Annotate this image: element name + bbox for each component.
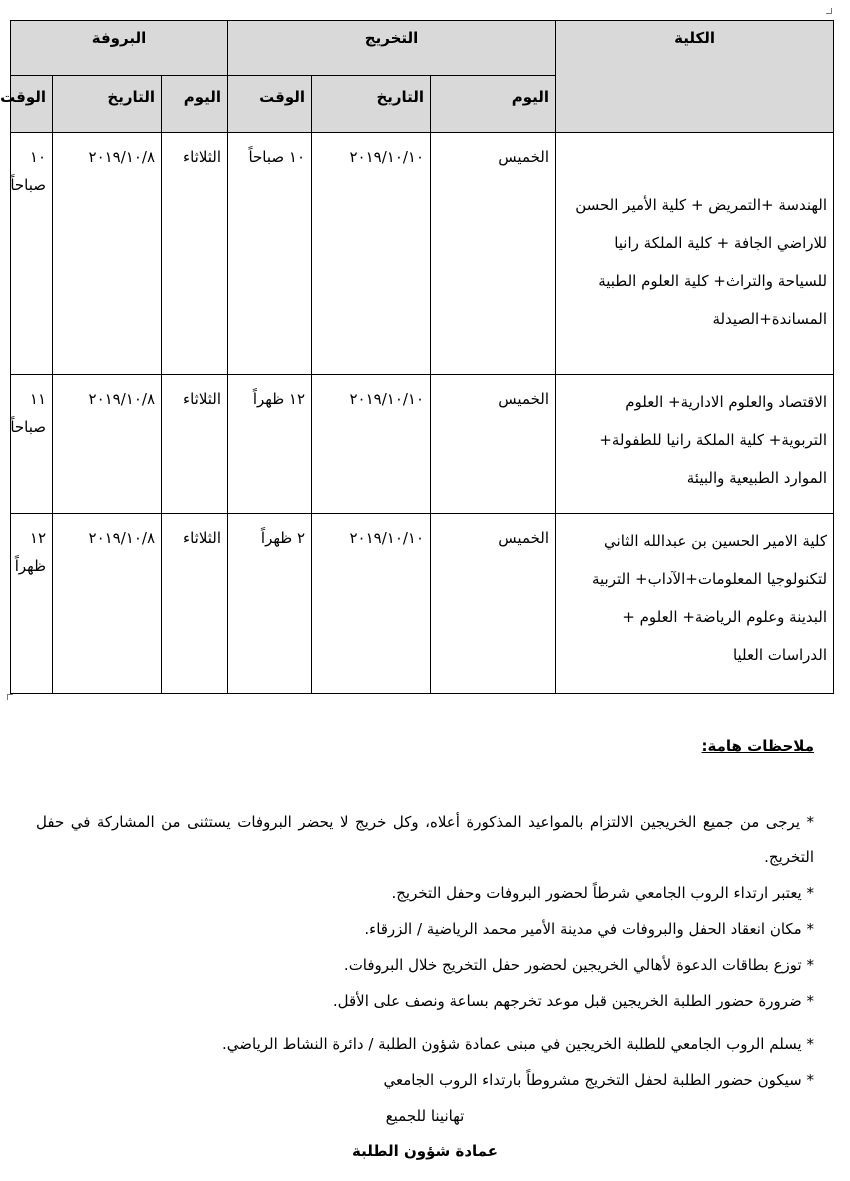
schedule-table [0, 20, 834, 694]
closing-greeting: تهانينا للجميع [385, 1107, 465, 1125]
note-item: * توزع بطاقات الدعوة لأهالي الخريجين لحضور حفل التخريج خلال البروفات. [343, 956, 814, 974]
reh-date-cell: ٢٠١٩/١٠/٨ [53, 133, 162, 375]
grad-date-cell: ٢٠١٩/١٠/١٠ [312, 375, 431, 514]
grad-time-cell: ١٢ ظهراً [228, 375, 312, 514]
college-cell: الاقتصاد والعلوم الادارية+ العلوم التربوية+ كلية الملكة رانيا للطفولة+ الموارد الطبيعية والبيئة [556, 375, 834, 514]
table-row [11, 133, 834, 375]
college-cell: الهندسة +التمريض + كلية الأمير الحسن للاراضي الجافة + كلية الملكة رانيا للسياحة والتراث+ كلية العلوم الطبية المساندة+الصيدلة [556, 133, 834, 375]
note-item: * ضرورة حضور الطلبة الخريجين قبل موعد تخرجهم بساعة ونصف على الأقل. [332, 992, 814, 1010]
graduation-header: التخريج [228, 21, 556, 76]
grad-day-header: اليوم [431, 76, 556, 133]
reh-time-cell: ١١ صباحاً [11, 375, 53, 514]
grad-date-cell: ٢٠١٩/١٠/١٠ [312, 514, 431, 694]
reh-time-header: الوقت [11, 76, 53, 133]
reh-time-cell: ١٠ صباحاً [11, 133, 53, 375]
college-cell: كلية الامير الحسين بن عبدالله الثاني لتكنولوجيا المعلومات+الآداب+ التربية البدينة وعلوم الرياضة+ العلوم + الدراسات العليا [556, 514, 834, 694]
reh-date-cell: ٢٠١٩/١٠/٨ [53, 375, 162, 514]
grad-date-cell: ٢٠١٩/١٠/١٠ [312, 133, 431, 375]
reh-day-cell: الثلاثاء [162, 133, 228, 375]
grad-time-header: الوقت [228, 76, 312, 133]
note-item: * يرجى من جميع الخريجين الالتزام بالمواعيد المذكورة أعلاه، وكل خريج لا يحضر البروفات يستثنى من المشاركة في حفل التخريج. [36, 813, 814, 866]
reh-time-cell: ١٢ ظهراً [11, 514, 53, 694]
closing-signature: عمادة شؤون الطلبة [352, 1142, 498, 1160]
reh-day-cell: الثلاثاء [162, 375, 228, 514]
grad-day-cell: الخميس [431, 375, 556, 514]
table-row [11, 375, 834, 514]
note-item: * يسلم الروب الجامعي للطلبة الخريجين في مبنى عمادة شؤون الطلبة / دائرة النشاط الرياضي. [222, 1035, 814, 1053]
reh-day-header: اليوم [162, 76, 228, 133]
notes-title: ملاحظات هامة: [701, 737, 814, 755]
college-header: الكلية [556, 21, 834, 133]
grad-time-cell: ١٠ صباحاً [228, 133, 312, 375]
grad-day-cell: الخميس [431, 514, 556, 694]
note-item: * سيكون حضور الطلبة لحفل التخريج مشروطاً بارتداء الروب الجامعي [383, 1071, 814, 1089]
grad-date-header: التاريخ [312, 76, 431, 133]
reh-day-cell: الثلاثاء [162, 514, 228, 694]
page-corner-mark [826, 8, 832, 14]
page-corner-mark [7, 694, 13, 700]
note-item: * مكان انعقاد الحفل والبروفات في مدينة الأمير محمد الرياضية / الزرقاء. [364, 920, 814, 938]
reh-date-cell: ٢٠١٩/١٠/٨ [53, 514, 162, 694]
grad-day-cell: الخميس [431, 133, 556, 375]
reh-date-header: التاريخ [53, 76, 162, 133]
note-item: * يعتبر ارتداء الروب الجامعي شرطاً لحضور البروفات وحفل التخريج. [391, 884, 814, 902]
grad-time-cell: ٢ ظهراً [228, 514, 312, 694]
table-row [11, 514, 834, 694]
rehearsal-header: البروفة [11, 21, 228, 76]
